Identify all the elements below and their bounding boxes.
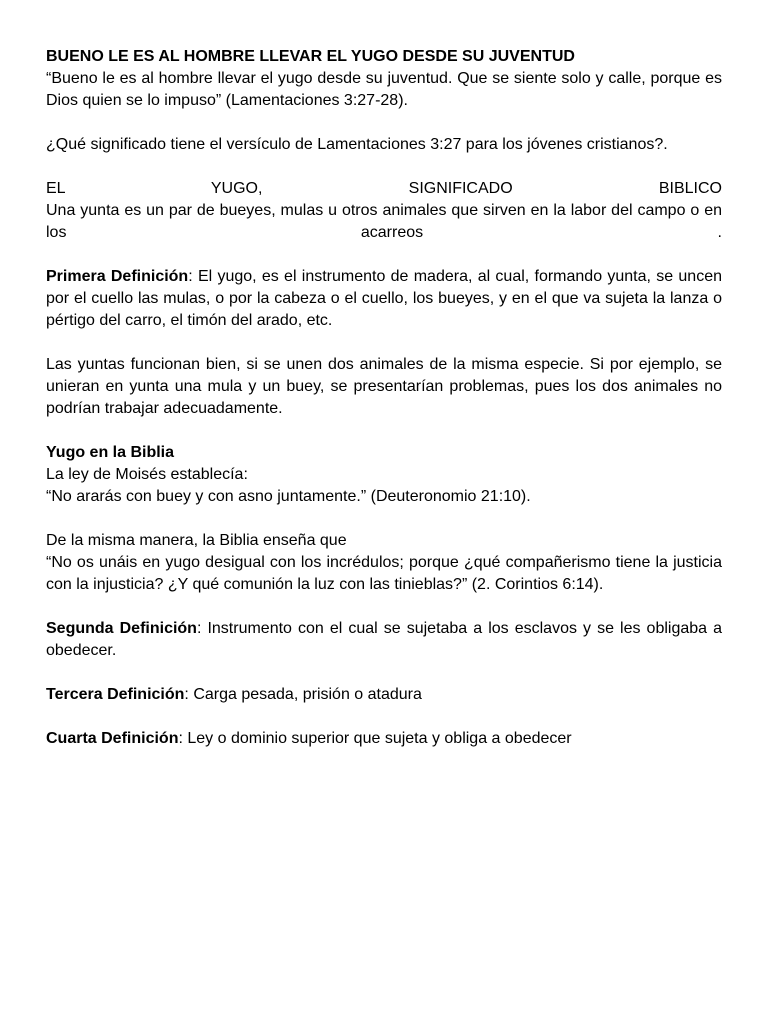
first-definition-text: : El yugo, es el instrumento de madera, al cual, formando yunta, se uncen por el cuello las mulas, o por la cabeza o el cuello, los bueyes, y en el que va sujeta la lanza o pértigo del carro, el timón del arado, etc.	[46, 268, 723, 329]
yunta-description: Una yunta es un par de bueyes, mulas u otros animales que sirven en la labor del campo o en los acarreos .	[46, 202, 722, 241]
first-definition-paragraph	[46, 266, 722, 332]
second-definition-text: : Instrumento con el cual se sujetaba a los esclavos y se les obligaba a obedecer.	[46, 620, 722, 659]
deuteronomy-quote: “No ararás con buey y con asno juntamente.” (Deuteronomio 21:10).	[46, 488, 531, 505]
corinthians-quote: “No os unáis en yugo desigual con los incrédulos; porque ¿qué compañerismo tiene la justicia con la injusticia? ¿Y qué comunión la luz con las tinieblas?” (2. Corintios 6:14).	[46, 554, 722, 593]
fourth-definition-paragraph	[46, 728, 722, 750]
second-definition-label: Segunda Definición	[46, 620, 197, 637]
first-definition-label: Primera Definición	[46, 268, 189, 285]
document-title: BUENO LE ES AL HOMBRE LLEVAR EL YUGO DESDE SU JUVENTUD	[46, 48, 575, 65]
fourth-definition-text: : Ley o dominio superior que sujeta y obliga a obedecer	[178, 730, 572, 747]
bible-section-heading: Yugo en la Biblia	[46, 444, 175, 461]
question-paragraph: ¿Qué significado tiene el versículo de Lamentaciones 3:27 para los jóvenes cristianos?.	[46, 136, 668, 153]
same-way-line: De la misma manera, la Biblia enseña que	[46, 532, 347, 549]
yuntas-paragraph: Las yuntas funcionan bien, si se unen dos animales de la misma especie. Si por ejemplo, se unieran en yunta una mula y un buey, se presentarían problemas, pues los dos animales no podrían trabajar adecuadamente.	[46, 356, 722, 417]
bible-section-paragraph	[46, 442, 722, 508]
third-definition-paragraph	[46, 684, 722, 706]
intro-quote: “Bueno le es al hombre llevar el yugo desde su juventud. Que se siente solo y calle, porque es Dios quien se lo impuso” (Lamentaciones 3:27-28).	[46, 70, 722, 109]
corinthians-paragraph	[46, 530, 722, 596]
third-definition-text: : Carga pesada, prisión o atadura	[184, 686, 422, 703]
fourth-definition-label: Cuarta Definición	[46, 730, 179, 747]
third-definition-label: Tercera Definición	[46, 686, 185, 703]
second-definition-paragraph	[46, 618, 722, 662]
intro-paragraph	[46, 46, 722, 112]
moses-law-line: La ley de Moisés establecía:	[46, 466, 248, 483]
yugo-section-paragraph	[46, 178, 722, 244]
yugo-section-heading: EL YUGO, SIGNIFICADO BIBLICO	[46, 180, 722, 197]
